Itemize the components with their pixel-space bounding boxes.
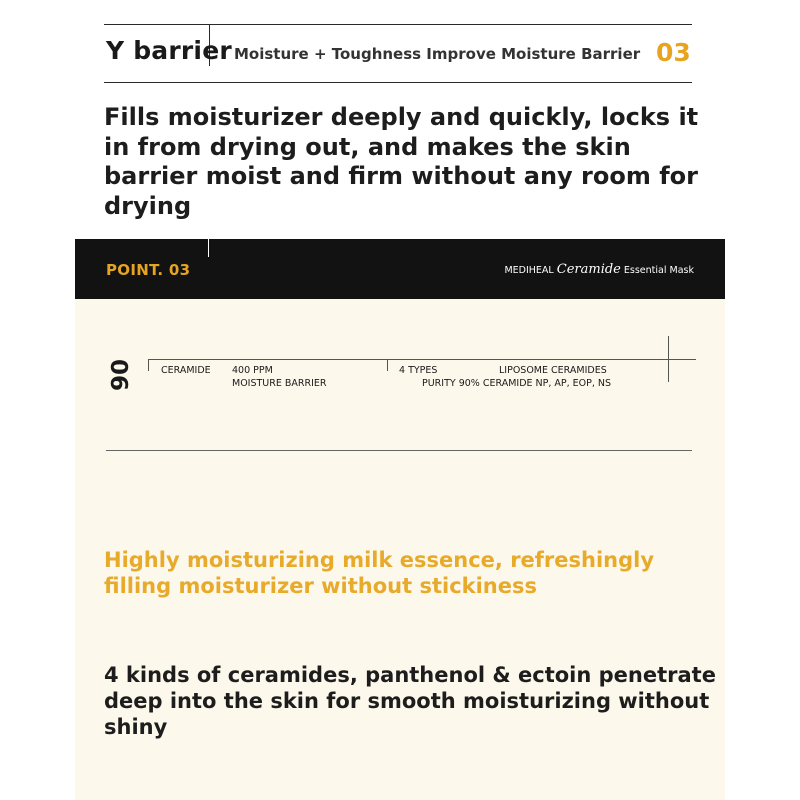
product-name: Essential Mask xyxy=(623,265,694,276)
spec-types-detail: PURITY 90% CERAMIDE NP, AP, EOP, NS xyxy=(422,378,612,389)
spec-concentration: 400 PPM xyxy=(232,365,273,376)
spec-ingredient: CERAMIDE xyxy=(161,365,211,376)
spec-types-name: LIPOSOME CERAMIDES xyxy=(499,365,607,376)
highlight-text: Highly moisturizing milk essence, refreshingly filling moisturizer without stickiness xyxy=(104,548,655,598)
intro-paragraph: Fills moisturizer deeply and quickly, locks it in from drying out, and makes the skin barrier moist and firm without any room for drying xyxy=(104,103,699,220)
body-text: 4 kinds of ceramides, panthenol & ectoin penetrate deep into the skin for smooth moisturizing without shiny xyxy=(104,663,716,739)
section-number: 03 xyxy=(656,38,691,67)
spec-rule xyxy=(148,359,696,360)
product-logo xyxy=(468,262,694,277)
product-script: Ceramide xyxy=(556,262,621,277)
band-tick xyxy=(208,239,209,257)
spec-concentration-effect: MOISTURE BARRIER xyxy=(232,378,327,389)
spec-types: 4 TYPES xyxy=(399,365,438,376)
header-subtitle: Moisture + Toughness Improve Moisture Barrier xyxy=(234,45,641,63)
spec-tick-mid xyxy=(387,359,388,371)
header-title: Y barrier xyxy=(106,36,232,65)
header-top-rule xyxy=(104,24,692,25)
spec-tick-left xyxy=(148,359,149,371)
panel-divider xyxy=(106,450,692,451)
point-label: POINT. 03 xyxy=(106,261,191,279)
spec-cross-mark xyxy=(668,336,669,382)
product-brand: MEDIHEAL xyxy=(504,265,554,276)
spec-index: 06 xyxy=(105,359,131,392)
header-bottom-rule xyxy=(104,82,692,83)
